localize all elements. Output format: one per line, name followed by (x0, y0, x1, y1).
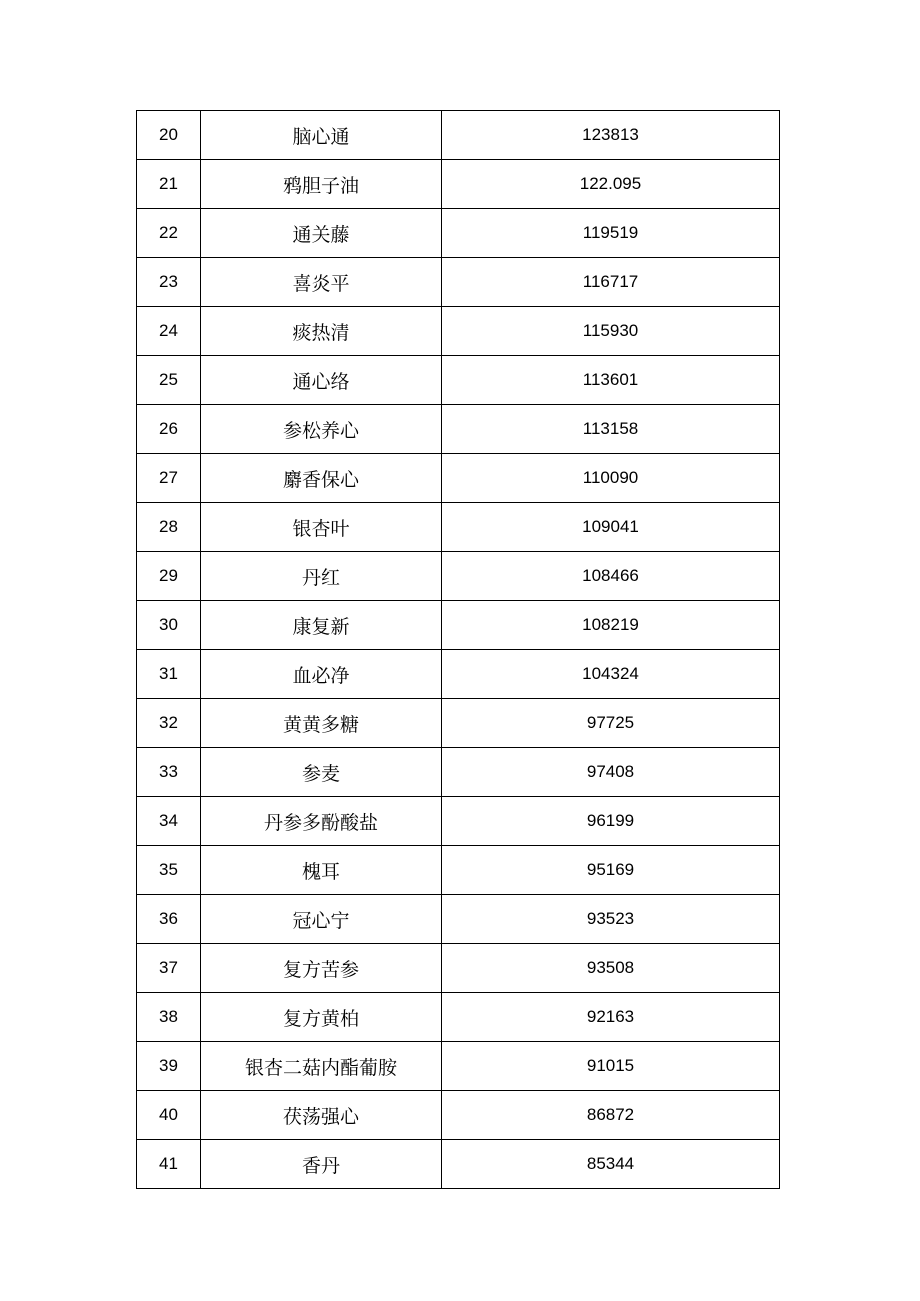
row-number-cell: 29 (137, 552, 201, 601)
table-row (137, 748, 780, 797)
value-cell: 91015 (442, 1042, 780, 1091)
product-name-cell: 脑心通 (201, 111, 442, 160)
row-number-cell: 41 (137, 1140, 201, 1189)
row-number-cell: 39 (137, 1042, 201, 1091)
value-cell: 108466 (442, 552, 780, 601)
table-row (137, 1091, 780, 1140)
product-name-cell: 康复新 (201, 601, 442, 650)
row-number-cell: 24 (137, 307, 201, 356)
row-number-cell: 32 (137, 699, 201, 748)
table-row (137, 552, 780, 601)
row-number-cell: 22 (137, 209, 201, 258)
row-number-cell: 37 (137, 944, 201, 993)
value-cell: 116717 (442, 258, 780, 307)
product-name-cell: 黄黄多糖 (201, 699, 442, 748)
product-name-cell: 痰热清 (201, 307, 442, 356)
table-row (137, 454, 780, 503)
value-cell: 95169 (442, 846, 780, 895)
table-row (137, 405, 780, 454)
table-row (137, 699, 780, 748)
table-row (137, 1140, 780, 1189)
product-name-cell: 麝香保心 (201, 454, 442, 503)
table-row (137, 797, 780, 846)
product-name-cell: 血必净 (201, 650, 442, 699)
row-number-cell: 36 (137, 895, 201, 944)
value-cell: 93508 (442, 944, 780, 993)
row-number-cell: 28 (137, 503, 201, 552)
row-number-cell: 20 (137, 111, 201, 160)
product-name-cell: 香丹 (201, 1140, 442, 1189)
value-cell: 97725 (442, 699, 780, 748)
row-number-cell: 35 (137, 846, 201, 895)
row-number-cell: 38 (137, 993, 201, 1042)
row-number-cell: 25 (137, 356, 201, 405)
table-row (137, 1042, 780, 1091)
row-number-cell: 33 (137, 748, 201, 797)
table-row (137, 846, 780, 895)
row-number-cell: 31 (137, 650, 201, 699)
product-name-cell: 银杏二菇内酯葡胺 (201, 1042, 442, 1091)
value-cell: 108219 (442, 601, 780, 650)
value-cell: 115930 (442, 307, 780, 356)
product-name-cell: 茯荡强心 (201, 1091, 442, 1140)
table-row (137, 503, 780, 552)
product-name-cell: 通心络 (201, 356, 442, 405)
ranking-table (136, 110, 780, 1189)
value-cell: 123813 (442, 111, 780, 160)
table-body (137, 111, 780, 1189)
product-name-cell: 参麦 (201, 748, 442, 797)
product-name-cell: 复方苦参 (201, 944, 442, 993)
value-cell: 97408 (442, 748, 780, 797)
row-number-cell: 21 (137, 160, 201, 209)
row-number-cell: 26 (137, 405, 201, 454)
value-cell: 119519 (442, 209, 780, 258)
value-cell: 110090 (442, 454, 780, 503)
table-row (137, 258, 780, 307)
value-cell: 96199 (442, 797, 780, 846)
value-cell: 113601 (442, 356, 780, 405)
table-row (137, 111, 780, 160)
table-row (137, 307, 780, 356)
table-row (137, 895, 780, 944)
row-number-cell: 30 (137, 601, 201, 650)
product-name-cell: 参松养心 (201, 405, 442, 454)
table-row (137, 944, 780, 993)
value-cell: 113158 (442, 405, 780, 454)
table-row (137, 356, 780, 405)
row-number-cell: 27 (137, 454, 201, 503)
row-number-cell: 34 (137, 797, 201, 846)
table-row (137, 160, 780, 209)
table-row (137, 601, 780, 650)
value-cell: 92163 (442, 993, 780, 1042)
value-cell: 86872 (442, 1091, 780, 1140)
product-name-cell: 喜炎平 (201, 258, 442, 307)
row-number-cell: 23 (137, 258, 201, 307)
table-row (137, 650, 780, 699)
product-name-cell: 丹参多酚酸盐 (201, 797, 442, 846)
table-row (137, 209, 780, 258)
row-number-cell: 40 (137, 1091, 201, 1140)
product-name-cell: 丹红 (201, 552, 442, 601)
product-name-cell: 鸦胆子油 (201, 160, 442, 209)
product-name-cell: 银杏叶 (201, 503, 442, 552)
value-cell: 85344 (442, 1140, 780, 1189)
value-cell: 104324 (442, 650, 780, 699)
product-name-cell: 槐耳 (201, 846, 442, 895)
product-name-cell: 复方黄柏 (201, 993, 442, 1042)
value-cell: 122.095 (442, 160, 780, 209)
table-row (137, 993, 780, 1042)
value-cell: 93523 (442, 895, 780, 944)
value-cell: 109041 (442, 503, 780, 552)
product-name-cell: 通关藤 (201, 209, 442, 258)
product-name-cell: 冠心宁 (201, 895, 442, 944)
